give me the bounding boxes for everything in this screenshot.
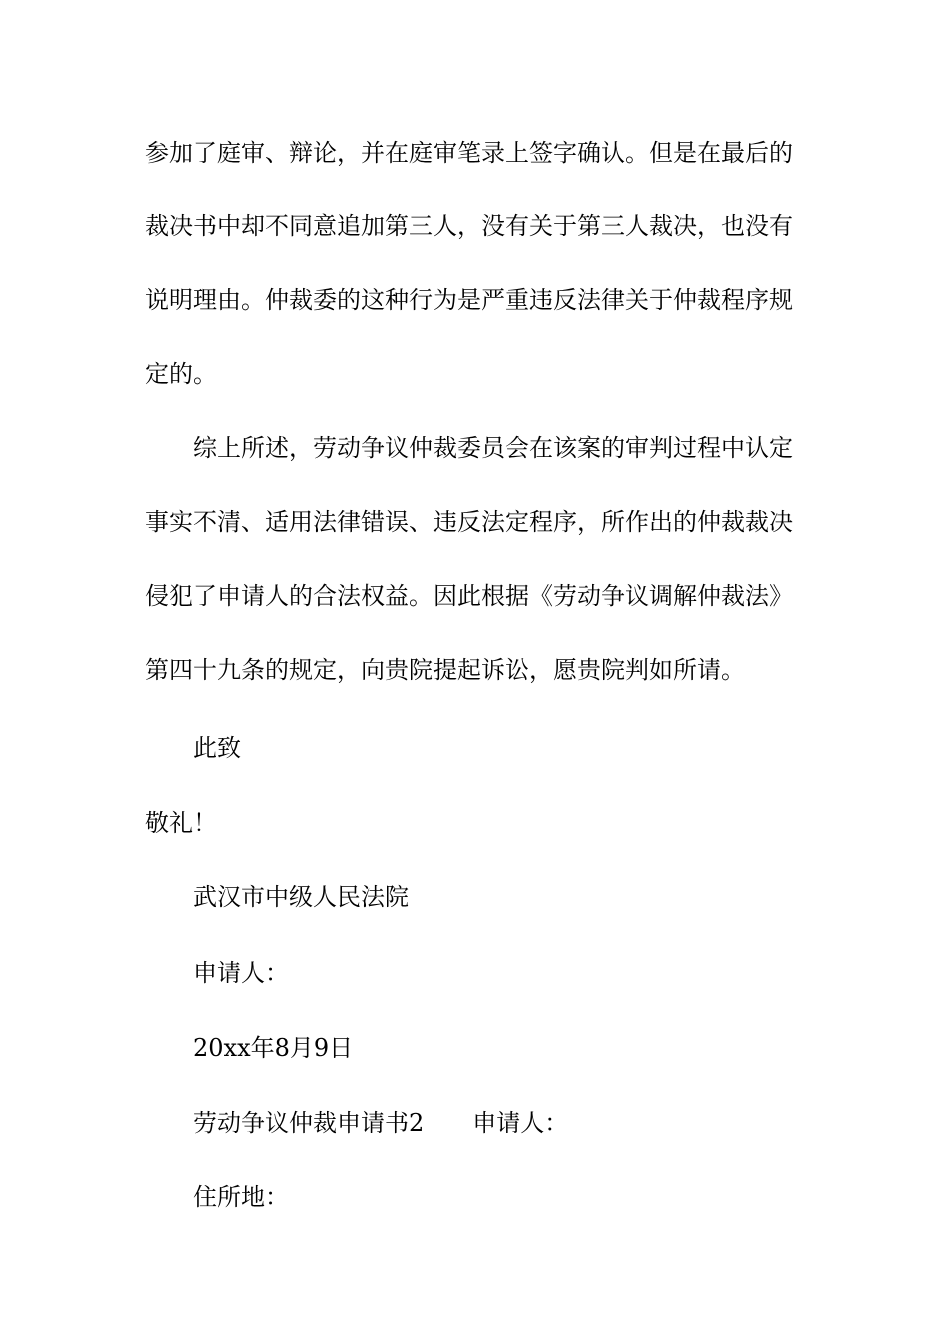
closing-text: 此致 [193,734,241,762]
applicant-label: 申请人： [193,959,289,987]
paragraph-2-line-1: 综上所述，劳动争议仲裁委员会在该案的审判过程中认定 [193,434,793,462]
paragraph-2-line-4: 第四十九条的规定，向贵院提起诉讼，愿贵院判如所请。 [145,656,745,684]
residence-label: 住所地： [193,1183,289,1211]
paragraph-2-line-3: 侵犯了申请人的合法权益。因此根据《劳动争议调解仲裁法》 [145,582,793,610]
paragraph-1-line-2: 裁决书中却不同意追加第三人，没有关于第三人裁决，也没有 [145,212,793,240]
next-document-title: 劳动争议仲裁申请书2 [193,1109,425,1137]
salute-text: 敬礼！ [145,809,217,837]
court-name: 武汉市中级人民法院 [193,883,409,911]
paragraph-1-line-3: 说明理由。仲裁委的这种行为是严重违反法律关于仲裁程序规 [145,286,793,314]
paragraph-2-line-2: 事实不清、适用法律错误、违反法定程序，所作出的仲裁裁决 [145,508,793,536]
next-applicant-label: 申请人： [472,1109,569,1137]
next-section-line [193,1108,813,1138]
date-text: 20xx年8月9日 [193,1034,354,1062]
paragraph-1-line-1: 参加了庭审、辩论，并在庭审笔录上签字确认。但是在最后的 [145,139,793,167]
paragraph-1-line-4: 定的。 [145,360,217,388]
